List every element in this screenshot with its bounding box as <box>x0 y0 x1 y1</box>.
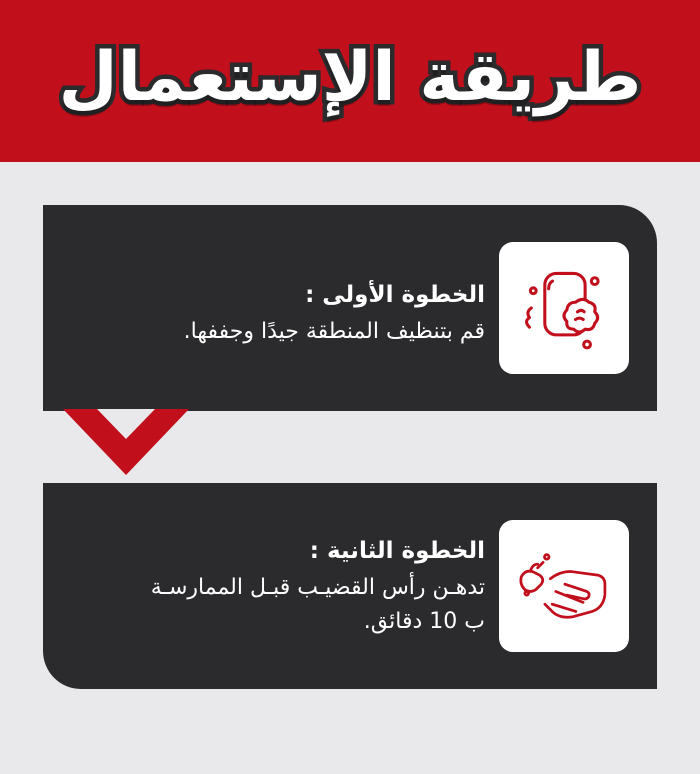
header-banner <box>0 0 700 162</box>
step-card-2 <box>43 483 657 689</box>
step-2-icon-box <box>499 520 629 652</box>
step-card-1 <box>43 205 657 411</box>
step-1-icon-box <box>499 242 629 374</box>
chevron-down-icon <box>63 409 189 477</box>
step-2-description-line-2: ب 10 دقائق. <box>363 609 485 634</box>
page-title: طريقة الإستعمال <box>58 38 642 117</box>
step-1-text <box>63 275 485 349</box>
soap-icon <box>516 260 612 356</box>
hand-cream-icon <box>514 538 614 634</box>
step-2-description-line-1: تدهـن رأس القضيـب قبـل الممارسـة <box>150 575 485 600</box>
step-2-text <box>63 531 485 639</box>
step-1-title: الخطوة الأولى : <box>305 282 485 308</box>
step-2-title: الخطوة الثانية : <box>309 538 485 564</box>
step-1-description: قم بتنظيف المنطقة جيدًا وجففها. <box>183 319 485 344</box>
